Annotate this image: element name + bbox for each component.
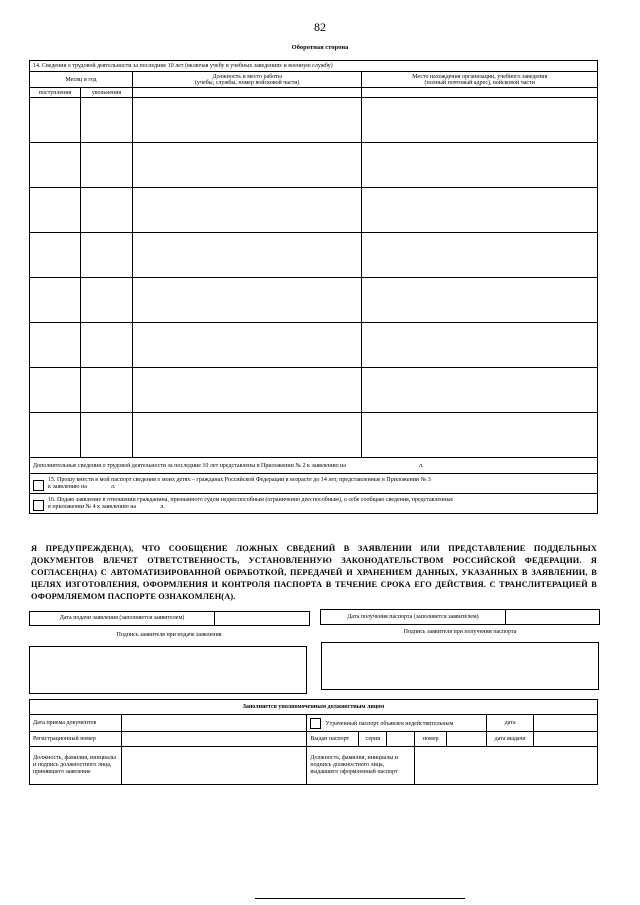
receipt-date-field[interactable] [320, 609, 600, 625]
table-row[interactable] [30, 98, 598, 143]
reg-number-label: Регистрационный номер [30, 732, 122, 747]
item-16-row: 16. Подаю заявление в отношении гражданина, признанного судом недееспособным (ограниченно дееспособным), о себе сообщаю сведения, представленные в приложении № 4 к заявлению на л. [30, 494, 598, 514]
receipt-date-label: Дата получения паспорта (заполняется заявителем) [321, 610, 506, 624]
official-issued-label: Должность, фамилия, инициалы и подпись должностного лица, выдавшего оформленный паспорт [307, 747, 415, 785]
number-field[interactable] [447, 732, 487, 747]
issued-passport-label: Выдан паспорт [307, 732, 359, 747]
table-row[interactable] [30, 323, 598, 368]
bottom-divider [255, 898, 465, 899]
series-field[interactable] [387, 732, 415, 747]
table-row[interactable] [30, 413, 598, 458]
header-location: Место нахождения организации, учебного заведения (полный почтовый адрес), войсковой части [362, 72, 598, 88]
header-entry: поступления [30, 88, 81, 98]
submission-date-field[interactable] [29, 611, 310, 626]
submission-date-label: Дата подачи заявления (заполняется заявителем) [30, 612, 215, 625]
table-row[interactable] [30, 233, 598, 278]
submission-signature-box[interactable] [29, 646, 307, 694]
receipt-signature-box[interactable] [321, 642, 599, 690]
header-month-year: Месяц и год [30, 72, 133, 88]
item-15-row: 15. Прошу внести в мой паспорт сведения о моих детях – гражданах Российской Федерации в возрасте до 14 лет, представленные в Приложении № 3 к заявлению на л. [30, 474, 598, 494]
issue-date-label: дата выдачи [487, 732, 534, 747]
lost-passport-cell: Утраченный паспорт объявлен недействительным [307, 715, 487, 732]
table-row[interactable] [30, 143, 598, 188]
header-dismissal: увольнения [80, 88, 132, 98]
receipt-signature-label: Подпись заявителя при получении паспорта [403, 629, 517, 635]
header-position: Должность и место работы (учебы, службы, номер войсковой части) [132, 72, 362, 88]
item-15-checkbox[interactable] [33, 480, 44, 491]
additional-info-row: Дополнительные сведения о трудовой деятельности за последние 10 лет представлены в Приложении № 2 к заявлению на л. [30, 458, 598, 474]
lost-passport-checkbox[interactable] [310, 718, 321, 729]
date-accepted-label: Дата приема документов [30, 715, 122, 732]
date-field[interactable] [534, 715, 598, 732]
official-issued-field[interactable] [415, 747, 598, 785]
page-subtitle: Оборотная сторона [291, 44, 349, 51]
official-accepted-field[interactable] [121, 747, 307, 785]
official-section-title: Заполняется уполномоченным должностным лицом [30, 700, 598, 715]
date-accepted-field[interactable] [121, 715, 307, 732]
series-label: серия [359, 732, 387, 747]
reg-number-field[interactable] [121, 732, 307, 747]
work-history-title: 14. Сведения о трудовой деятельности за последние 10 лет (включая учебу в учебных заведениях и военную службу) [30, 61, 598, 72]
page-number: 82 [314, 20, 326, 34]
item-16-checkbox[interactable] [33, 500, 44, 511]
issue-date-field[interactable] [534, 732, 598, 747]
date-label: дата [487, 715, 534, 732]
official-use-table [29, 699, 598, 785]
table-row[interactable] [30, 188, 598, 233]
legal-warning: Я ПРЕДУПРЕЖДЕН(А), ЧТО СООБЩЕНИЕ ЛОЖНЫХ СВЕДЕНИЙ В ЗАЯВЛЕНИИ ИЛИ ПРЕДСТАВЛЕНИЕ ПОДДЕЛЬНЫХ ДОКУМЕНТОВ ВЛЕЧЕТ ОТВЕТСТВЕННОСТЬ, УСТАНОВЛЕННУЮ ЗАКОНОДАТЕЛЬСТВОМ РОССИЙСКОЙ ФЕДЕРАЦИИ. Я СОГЛАСЕН(НА) С АВТОМАТИЗИРОВАННОЙ ОБРАБОТКОЙ, ПЕРЕДАЧЕЙ И ХРАНЕНИЕМ ДАННЫХ, УКАЗАННЫХ В ЗАЯВЛЕНИИ, В ЦЕЛЯХ ИЗГОТОВЛЕНИЯ, ОФОРМЛЕНИЯ И КОНТРОЛЯ ПАСПОРТА В ТЕЧЕНИЕ СРОКА ЕГО ДЕЙСТВИЯ. С ТРАНСЛИТЕРАЦИЕЙ В ОФОРМЛЯЕМОМ ПАСПОРТЕ ОЗНАКОМЛЕН(А). [31, 544, 597, 601]
submission-signature-label: Подпись заявителя при подаче заявления [116, 632, 222, 638]
official-accepted-label: Должность, фамилия, инициалы и подпись должностного лица, принявшего заявление [30, 747, 122, 785]
table-row[interactable] [30, 278, 598, 323]
table-row[interactable] [30, 368, 598, 413]
number-label: номер [415, 732, 447, 747]
work-history-table [29, 60, 598, 514]
